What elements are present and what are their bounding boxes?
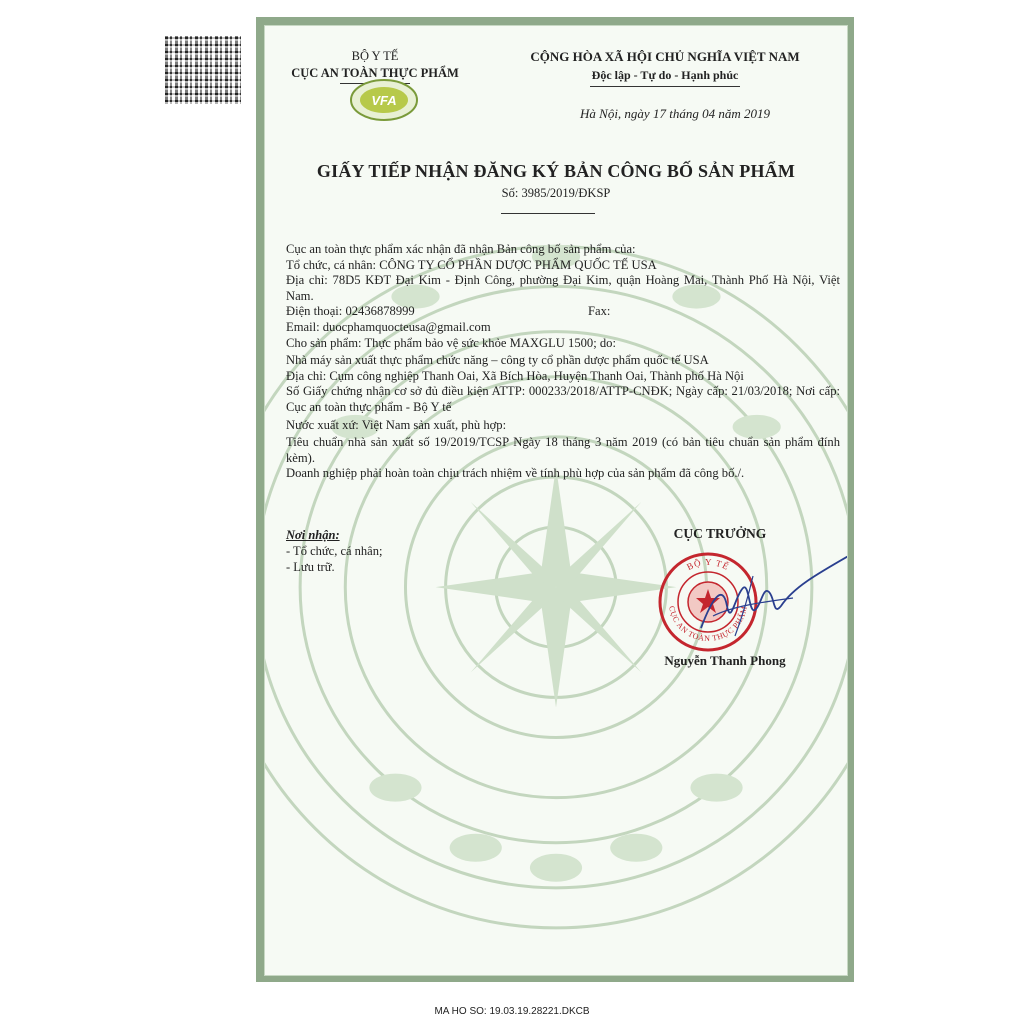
signer-title: CỤC TRƯỞNG [673,526,767,541]
standard-line: Tiêu chuẩn nhà sản xuất số 19/2019/TCSP Ngày 18 tháng 3 năm 2019 (có bản tiêu chuẩn sản phẩm đính kèm). [286,435,840,465]
document-body [286,242,840,482]
factory-address-line: Địa chỉ: Cụm công nghiệp Thanh Oai, Xã Bích Hòa, Huyện Thanh Oai, Thành phố Hà Nội [286,368,744,383]
title-divider [501,213,595,214]
fax-line: Fax: [588,304,611,319]
phone-line: Điện thoại: 02436878999 [286,304,415,319]
recipients-block [286,527,382,575]
product-line: Cho sản phẩm: Thực phẩm bảo vệ sức khỏe MAXGLU 1500; do: [286,335,616,350]
recipient-item: - Lưu trữ. [286,560,335,574]
vfa-logo-text: VFA [371,93,397,108]
recipient-item: - Tổ chức, cá nhân; [286,544,383,558]
national-motto: Độc lập - Tự do - Hạnh phúc [591,68,739,82]
certificate-page [264,25,848,976]
document-number: Số: 3985/2019/ĐKSP [501,186,611,200]
vfa-logo [349,78,419,122]
dossier-code: MA HO SO: 19.03.19.28221.DKCB [434,1006,590,1017]
republic-name: CỘNG HÒA XÃ HỘI CHỦ NGHĨA VIỆT NAM [530,49,800,64]
state-header [495,48,835,87]
certificate-frame [256,17,854,982]
motto-underline [590,86,740,87]
qr-code [165,36,241,104]
responsibility-line: Doanh nghiệp phải hoàn toàn chịu trách nhiệm về tính phù hợp của sản phẩm đã công bố./. [286,466,745,481]
factory-line: Nhà máy sản xuất thực phẩm chức năng – công ty cổ phần dược phẩm quốc tế USA [286,353,709,368]
ministry-name: BỘ Y TẾ [351,49,399,63]
seal-top-text: BỘ Y TẾ [685,556,731,573]
email-line: Email: duocphamquocteusa@gmail.com [286,319,491,334]
document-title: GIẤY TIẾP NHẬN ĐĂNG KÝ BẢN CÔNG BỐ SẢN PHẨM [316,161,796,181]
handwritten-signature [683,536,848,646]
issue-date: Hà Nội, ngày 17 tháng 04 năm 2019 [580,106,770,121]
intro-text: Cục an toàn thực phẩm xác nhận đã nhận Bản công bố sản phẩm của: [286,242,636,256]
address-line: Địa chỉ: 78D5 KĐT Đại Kim - Định Công, phường Đại Kim, quận Hoàng Mai, Thành Phố Hà Nội, Việt Nam. [286,273,840,303]
seal-bottom-text: CỤC AN TOÀN THỰC PHẨM [667,605,749,644]
organization-line: Tổ chức, cá nhân: CÔNG TY CỔ PHẦN DƯỢC PHẨM QUỐC TẾ USA [286,257,657,272]
signer-name: Nguyễn Thanh Phong [664,653,786,668]
origin-line: Nước xuất xứ: Việt Nam sản xuất, phù hợp: [286,417,507,432]
certificate-line: Số Giấy chứng nhận cơ sở đủ điều kiện ATTP: 000233/2018/ATTP-CNĐK; Ngày cấp: 21/03/2018; Nơi cấp: Cục an toàn thực phẩm - Bộ Y tế [286,384,840,414]
recipients-heading: Nơi nhận: [286,528,340,542]
agency-name: CỤC AN TOÀN THỰC PHẨM [291,66,459,80]
